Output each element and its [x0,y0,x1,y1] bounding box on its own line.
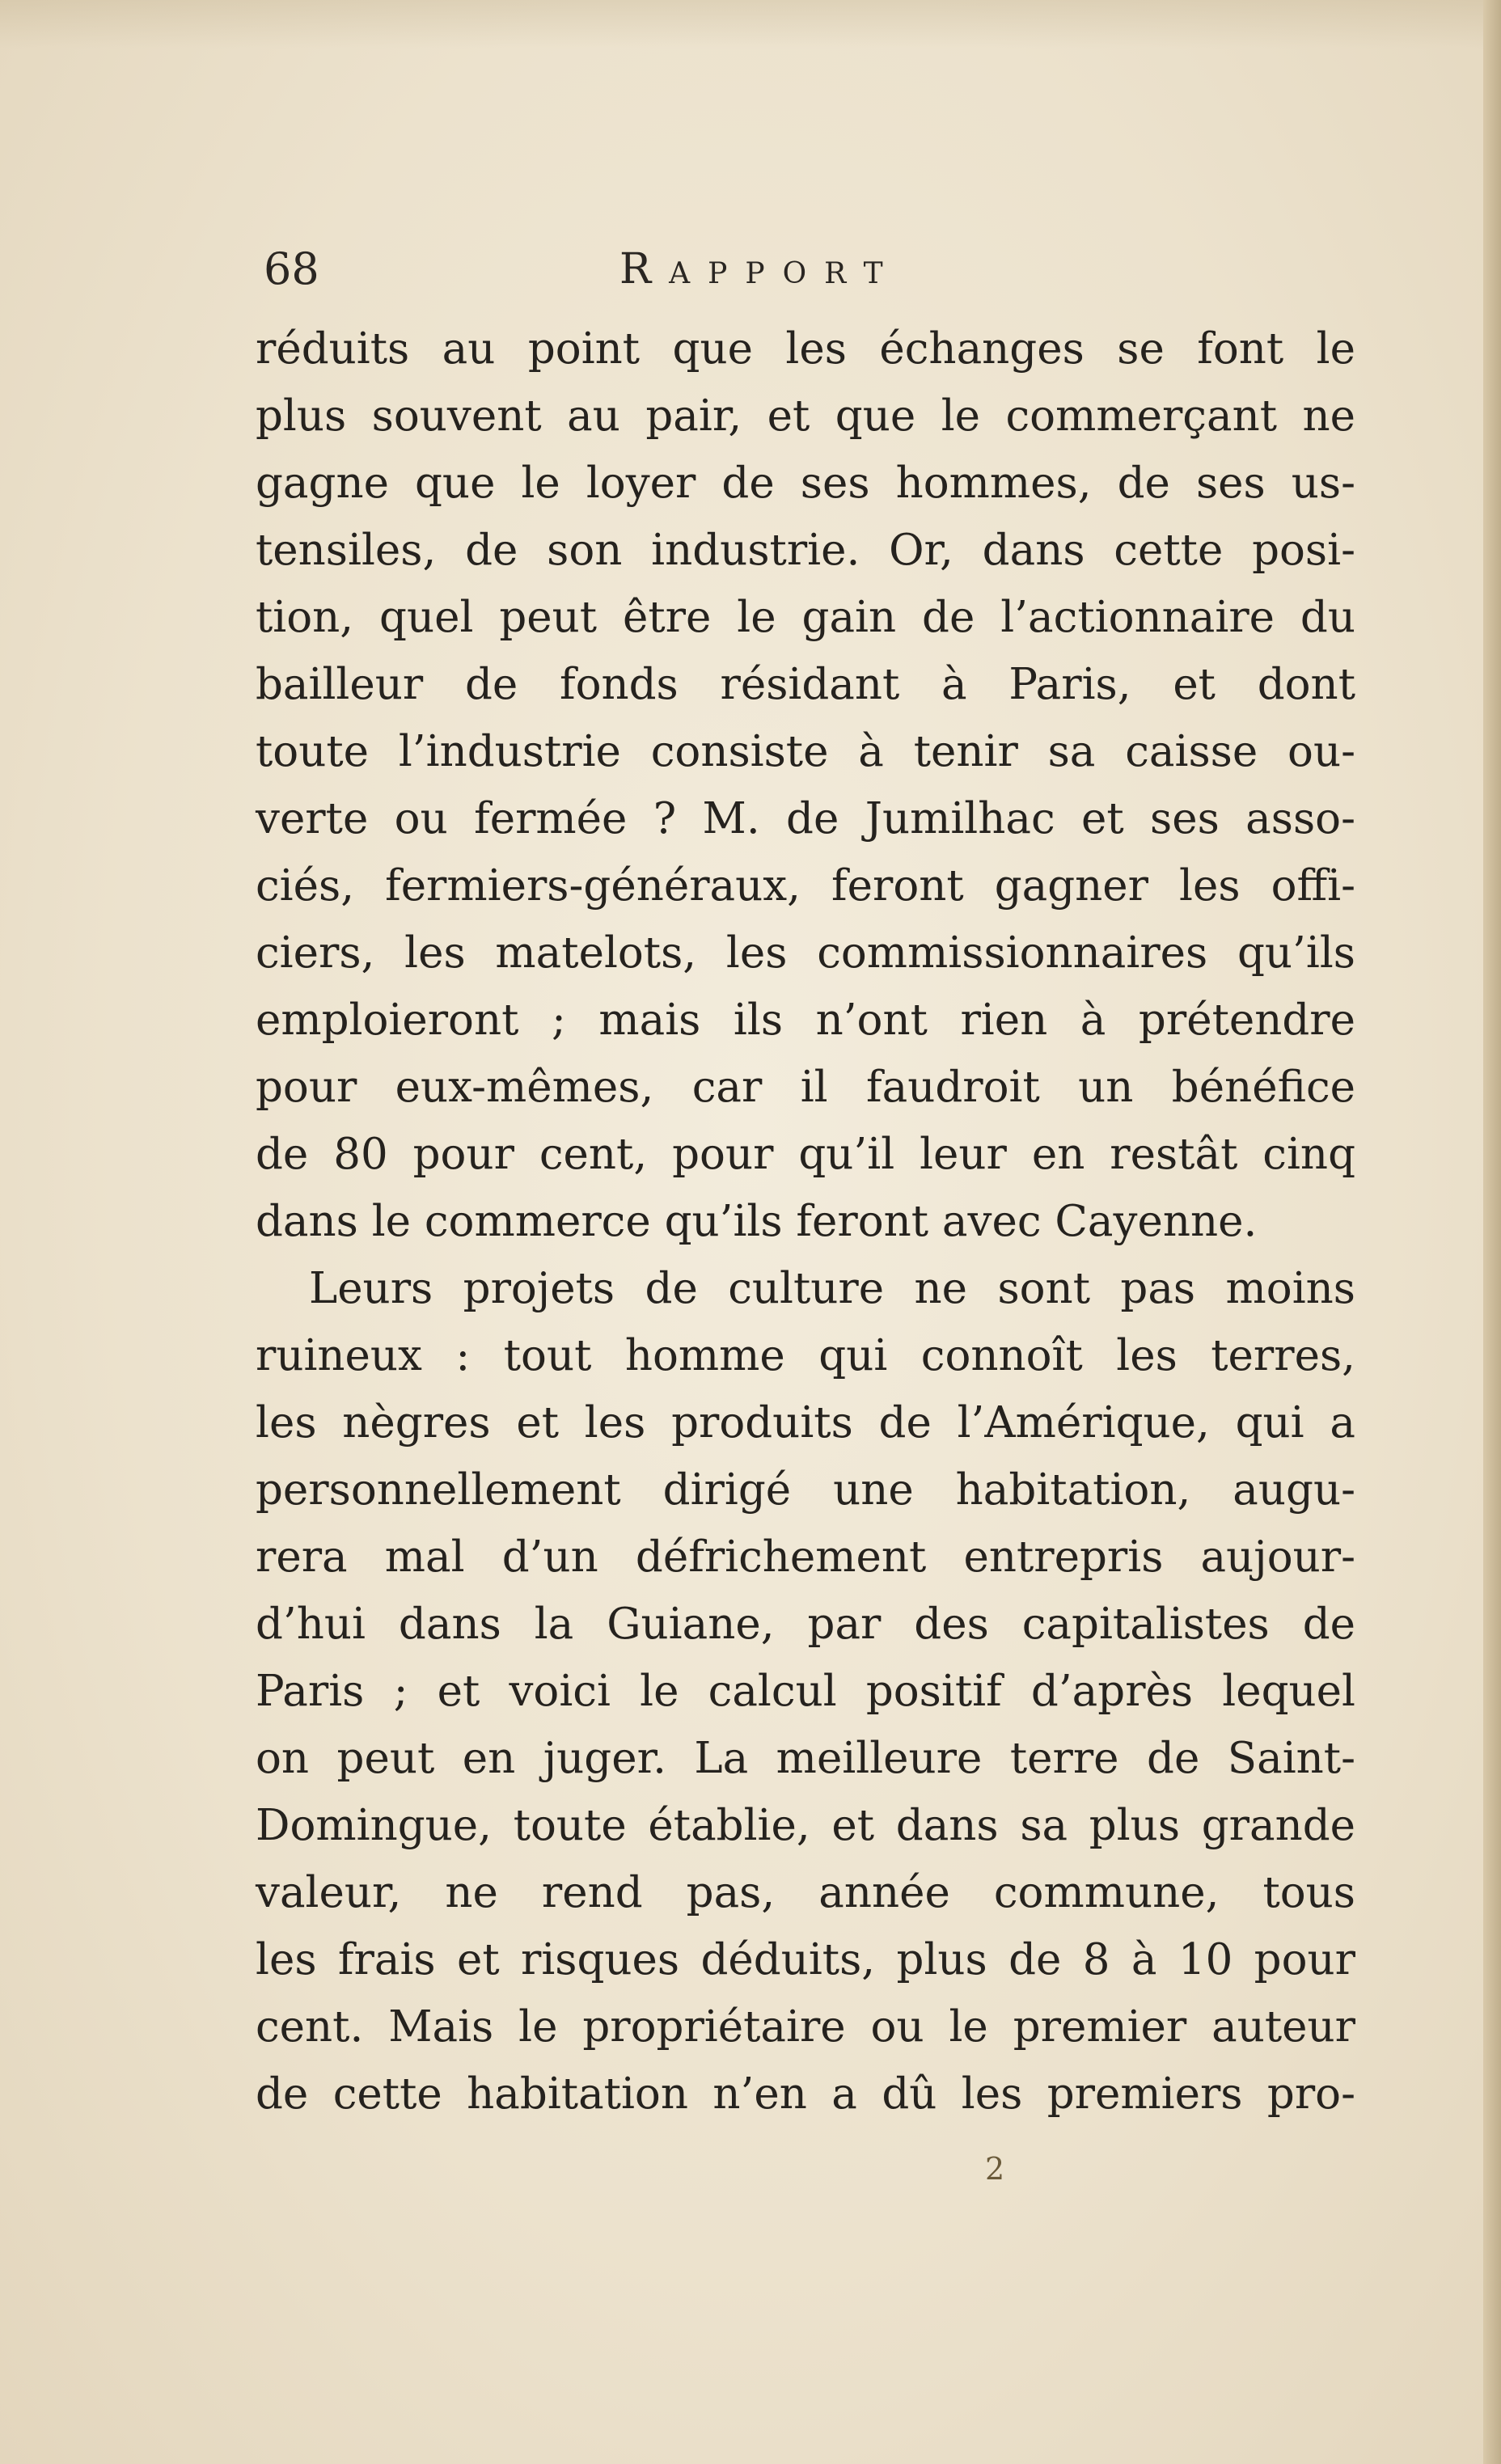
paragraph-2 [256,1255,1355,2128]
text-line: de cette habitation n’en a dû les premiers pro- [256,2069,1355,2119]
text-line: on peut en juger. La meilleure terre de Saint- [256,1734,1355,1783]
page-number: 68 [264,243,319,294]
page-top-shadow [0,0,1501,49]
text-line: cent. Mais le propriétaire ou le premier auteur [256,2002,1355,2052]
text-line: Leurs projets de culture ne sont pas moins [309,1264,1355,1313]
text-line: pour eux-mêmes, car il faudroit un bénéfice [256,1063,1355,1112]
text-line: tensiles, de son industrie. Or, dans cette posi- [256,526,1355,575]
text-line: ciers, les matelots, les commissionnaires qu’ils [256,928,1355,978]
text-line: ruineux : tout homme qui connoît les terres, [256,1331,1355,1380]
text-line: réduits au point que les échanges se font le [256,324,1355,374]
text-line: les frais et risques déduits, plus de 8 à 10 pour [256,1935,1355,1984]
text-line: gagne que le loyer de ses hommes, de ses us- [256,459,1355,508]
page-right-edge [1483,0,1501,2464]
text-line: plus souvent au pair, et que le commerçant ne [256,391,1355,441]
page-header [264,241,1364,298]
text-line: de 80 pour cent, pour qu’il leur en restât cinq [256,1130,1355,1179]
text-line: dans le commerce qu’ils feront avec Cayenne. [256,1197,1258,1246]
text-line: personnellement dirigé une habitation, augu- [256,1465,1355,1515]
text-line: Domingue, toute établie, et dans sa plus grande [256,1801,1355,1850]
text-line: Paris ; et voici le calcul positif d’après lequel [256,1667,1355,1716]
text-line: les nègres et les produits de l’Amérique, qui a [256,1398,1355,1448]
signature-mark: 2 [985,2151,1005,2187]
text-line: verte ou fermée ? M. de Jumilhac et ses asso- [256,794,1355,843]
running-head: Rapport [619,245,901,294]
text-line: bailleur de fonds résidant à Paris, et dont [256,660,1355,709]
text-line: emploieront ; mais ils n’ont rien à prétendre [256,995,1355,1045]
text-line: valeur, ne rend pas, année commune, tous [256,1868,1355,1917]
text-line: d’hui dans la Guiane, par des capitalistes de [256,1600,1355,1649]
body-text [256,315,1355,2128]
text-line: ciés, fermiers-généraux, feront gagner les offi- [256,861,1355,911]
text-line: rera mal d’un défrichement entrepris aujour- [256,1532,1355,1582]
text-line: tion, quel peut être le gain de l’actionnaire du [256,593,1355,642]
text-line: toute l’industrie consiste à tenir sa caisse ou- [256,727,1355,776]
paragraph-1 [256,315,1355,1255]
